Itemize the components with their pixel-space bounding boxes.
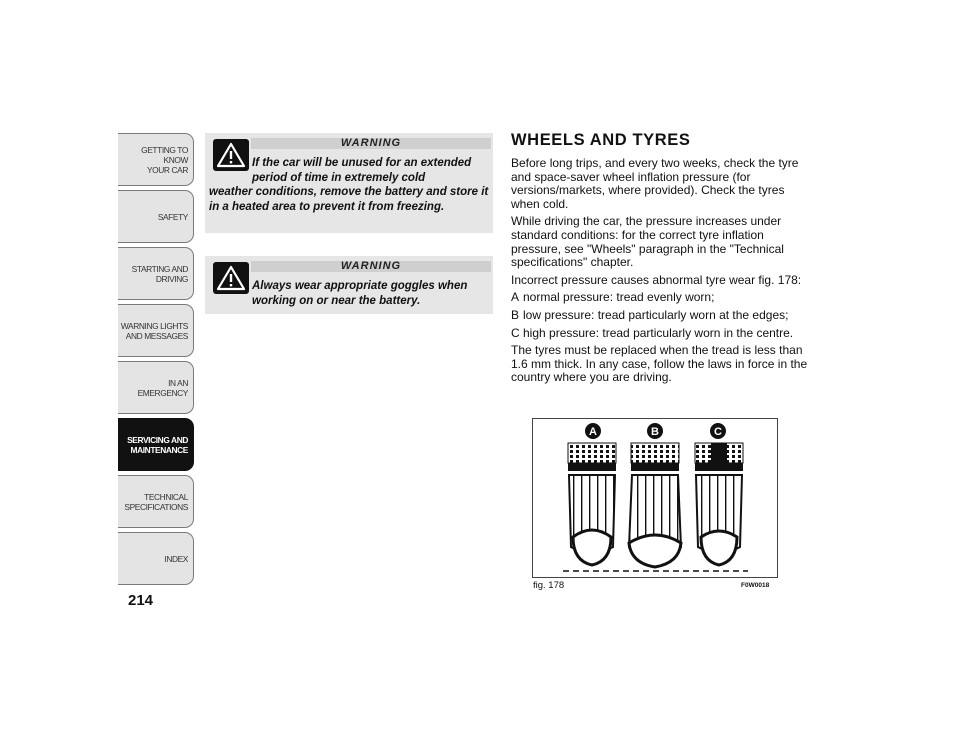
paragraph-replace-tyres: The tyres must be replaced when the tread is less than 1.6 mm thick. In any case, follow the laws in force in the country where you are driving. [511, 343, 808, 385]
tab-starting-driving[interactable] [118, 247, 194, 300]
warning-text [252, 279, 488, 308]
warning-title: WARNING [251, 138, 491, 149]
warning-triangle-icon [213, 262, 249, 294]
list-letter: C [511, 325, 520, 340]
tyre-label-c: C [714, 426, 722, 438]
warning-lead-text: If the car will be unused for an extended period of time in extremely cold [252, 157, 472, 184]
tab-emergency[interactable] [118, 361, 194, 414]
tab-technical-specifications[interactable] [118, 475, 194, 528]
tyre-a-graphic [568, 443, 616, 565]
tab-label: SERVICING AND MAINTENANCE [127, 434, 188, 455]
tab-label: STARTING AND DRIVING [131, 263, 188, 284]
tab-label: GETTING TO KNOW YOUR CAR [141, 144, 188, 175]
list-item [511, 327, 811, 341]
tab-label: INDEX [164, 553, 188, 564]
list-letter: B [511, 307, 520, 322]
tyre-wear-figure [532, 418, 778, 578]
warning-lead-text: Always wear appropriate goggles when working on or near the battery. [252, 280, 468, 307]
warning-box-battery-storage [205, 133, 493, 233]
tyre-c-graphic [695, 443, 743, 565]
warning-text [209, 156, 491, 214]
paragraph-incorrect-pressure: Incorrect pressure causes abnormal tyre wear fig. 178: [511, 272, 802, 287]
list-text: low pressure: tread particularly worn at the edges; [523, 307, 789, 322]
tab-label: SAFETY [157, 211, 188, 222]
list-letter: A [511, 290, 520, 305]
tyre-label-a: A [589, 426, 597, 438]
paragraph-driving-pressure: While driving the car, the pressure increases under standard conditions: for the correct tyre inflation pressure, see "Wheels" paragraph in the "Technical specifications" chapter. [511, 214, 784, 270]
tab-label: IN AN EMERGENCY [137, 377, 188, 398]
tyre-label-b: B [651, 426, 659, 438]
warning-title: WARNING [251, 261, 491, 272]
tab-servicing-maintenance[interactable] [118, 418, 194, 471]
tab-label: WARNING LIGHTS AND MESSAGES [120, 320, 188, 341]
tab-warning-lights[interactable] [118, 304, 194, 357]
article-body [511, 157, 811, 389]
list-text: high pressure: tread particularly worn in the centre. [523, 325, 794, 340]
section-heading: WHEELS AND TYRES [511, 131, 691, 149]
tab-getting-to-know[interactable] [118, 133, 194, 186]
tyre-b-graphic [629, 443, 681, 567]
tab-safety[interactable] [118, 190, 194, 243]
tab-index[interactable] [118, 532, 194, 585]
warning-box-goggles [205, 256, 493, 314]
page-number: 214 [128, 592, 154, 609]
list-item [511, 309, 811, 323]
tab-label: TECHNICAL SPECIFICATIONS [124, 491, 188, 512]
figure-code: F0W0018 [741, 582, 770, 589]
list-text: normal pressure: tread evenly worn; [523, 290, 715, 305]
warning-body-text: weather conditions, remove the battery and store it in a heated area to prevent it from freezing. [209, 186, 489, 213]
paragraph-check-pressure: Before long trips, and every two weeks, check the tyre and space-saver wheel inflation pressure (for versions/markets, where provided). Check the tyres when cold. [511, 156, 799, 211]
figure-caption: fig. 178 [533, 580, 565, 591]
list-item [511, 291, 811, 305]
tyre-wear-illustration [533, 419, 777, 577]
